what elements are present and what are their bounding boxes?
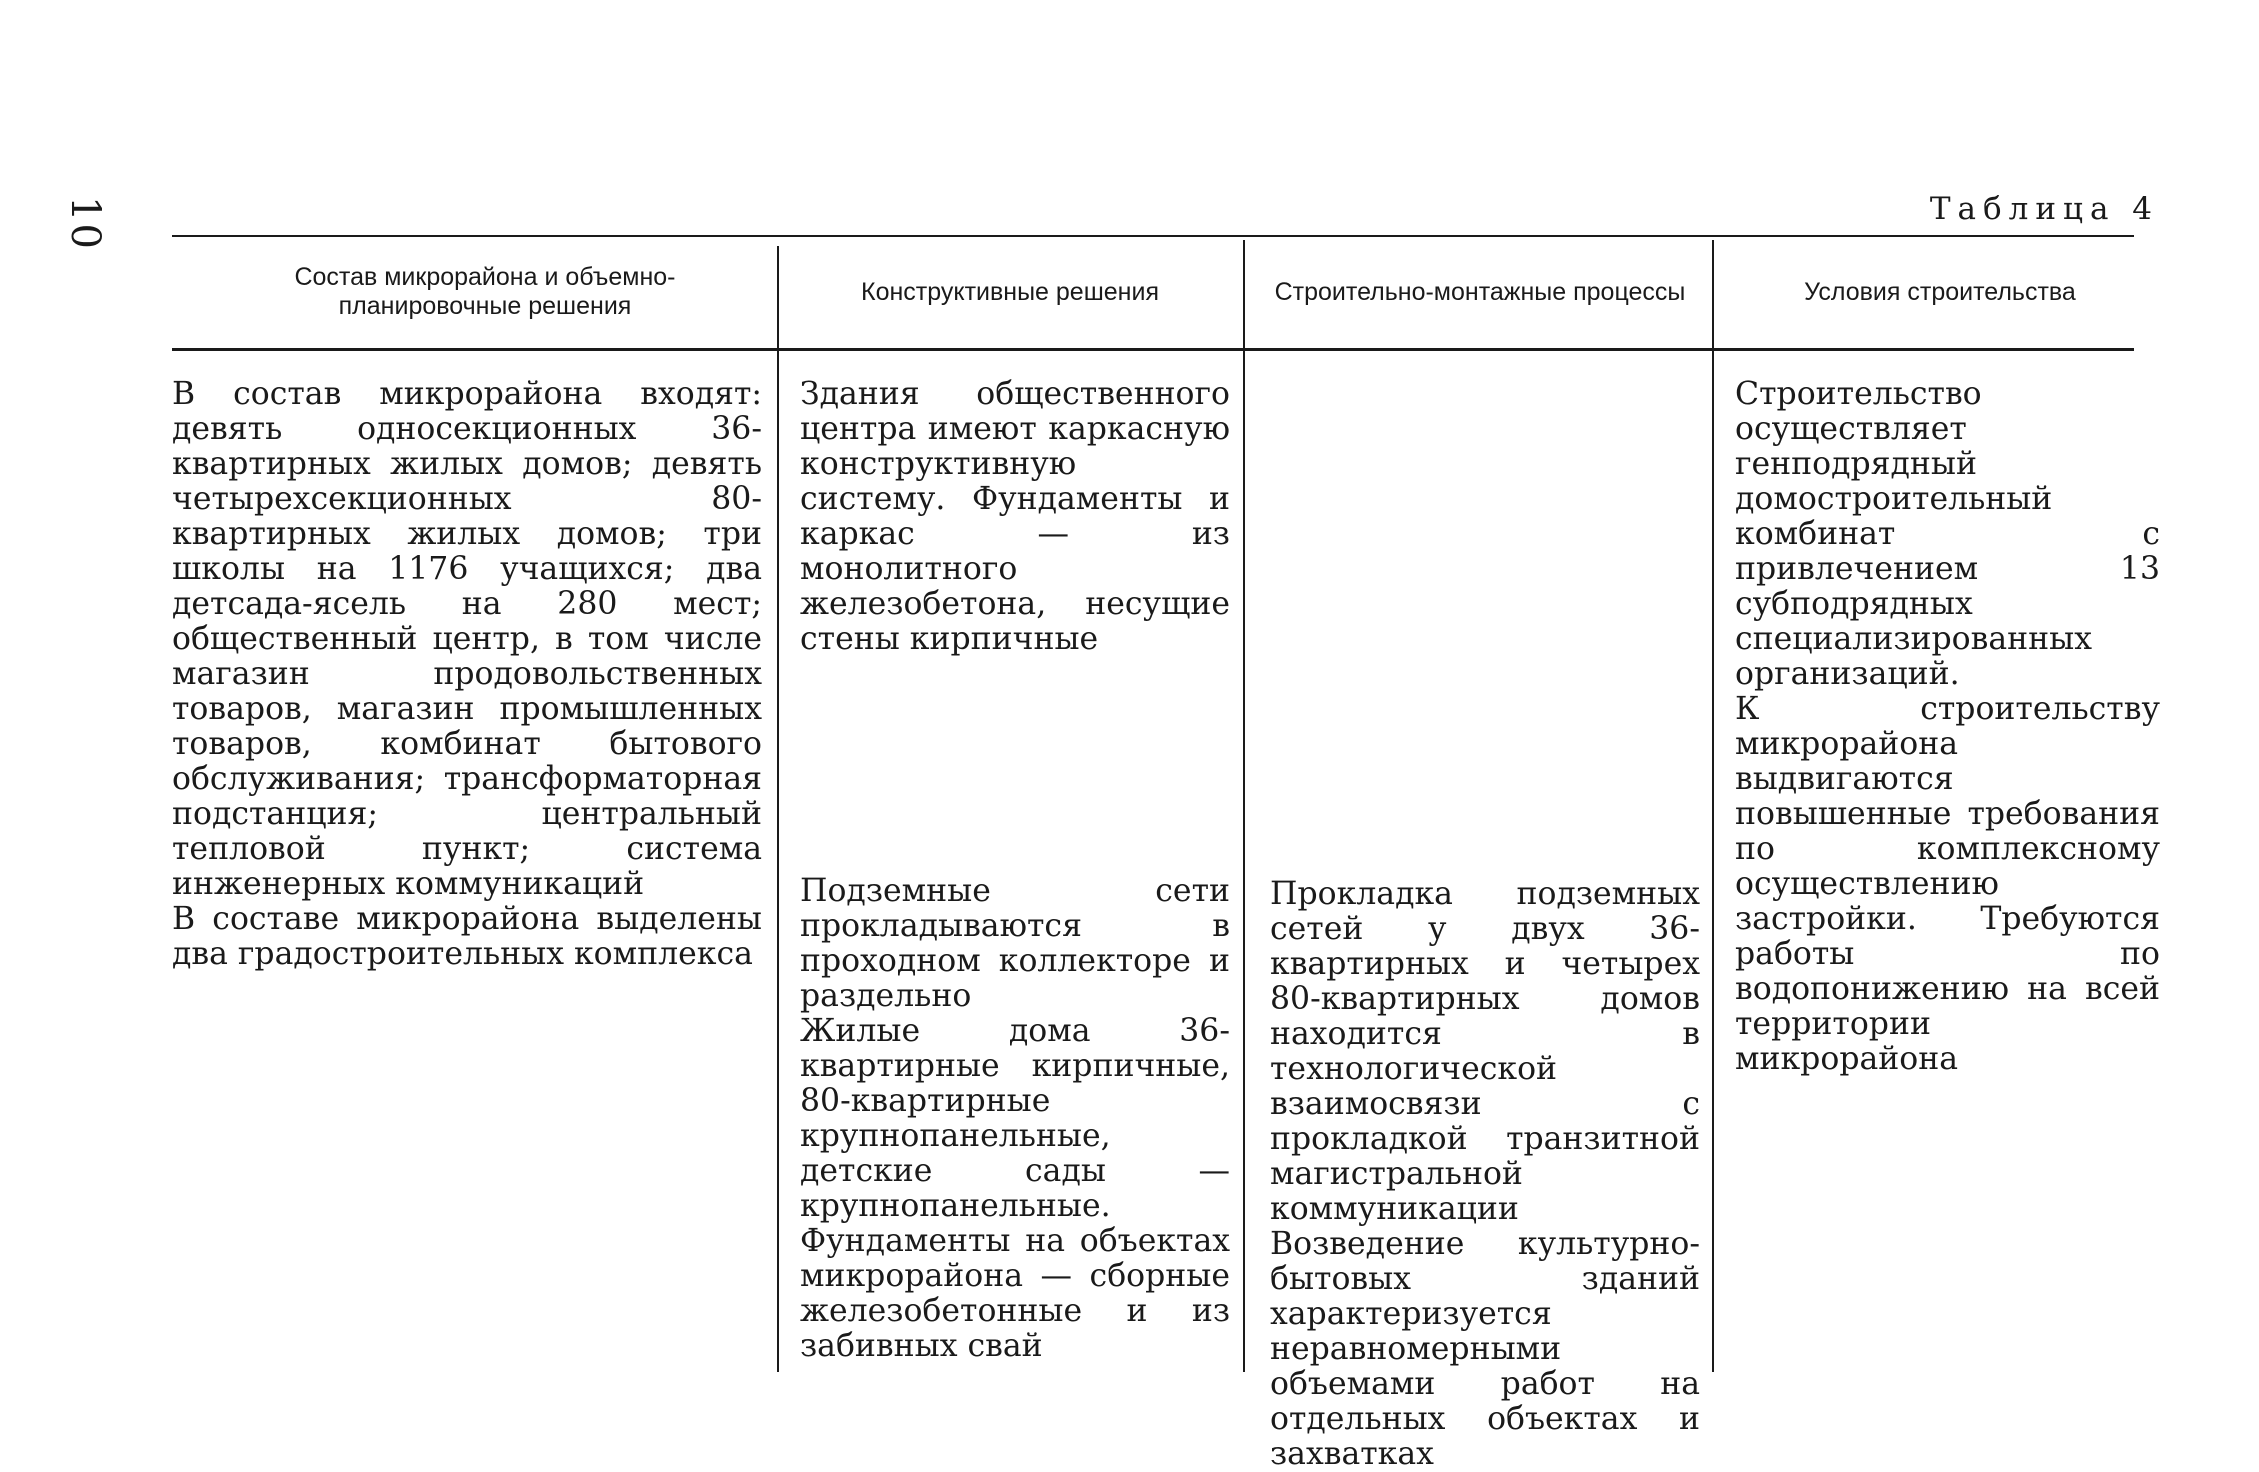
header-composition: Состав микрорайона и объемно-планировочные решения <box>294 263 676 320</box>
conditions-requirements: К строительству микрорайона выдвигаются повышенные требования по комплексному осуществлению застройки. Требуются работы по водопонижению на всей территории микрорайона <box>1735 691 2160 1077</box>
table-caption: Таблица 4 <box>1929 191 2159 227</box>
composition-paragraph: В состав микрорайона входят: девять односекционных 36-квартирных жилых домов; девять четырехсекционных 80-квартирных жилых домов; три школы на 1176 учащихся; два детсада-ясель на 280 мест; общественный центр, в том числе магазин продовольственных товаров, магазин промышленных товаров, комбинат бытового обслуживания; трансформаторная подстанция; центральный тепловой пункт; система инженерных коммуникаций <box>172 376 762 902</box>
conditions-contractor: Строительство осуществляет генподрядный домостроительный комбинат с привлечением 13 субподрядных специализированных организаций. <box>1735 376 2160 692</box>
structural-housing: Жилые дома 36-квартирные кирпичные, 80-квартирные крупнопанельные, детские сады — крупнопанельные. <box>800 1013 1230 1224</box>
processes-cultural-buildings: Возведение культурно-бытовых зданий характеризуется неравномерными объемами работ на отдельных объектах и захватках <box>1270 1226 1700 1472</box>
cell-processes <box>1270 877 1700 1472</box>
processes-networks: Прокладка подземных сетей у двух 36-квартирных и четырех 80-квартирных домов находится в технологической взаимосвязи с прокладкой транзитной магистральной коммуникации <box>1270 876 1700 1227</box>
column-divider-3 <box>1712 240 1714 1372</box>
cell-structural-upper <box>800 377 1230 657</box>
cell-conditions <box>1735 377 2160 1077</box>
structural-networks: Подземные сети прокладываются в проходном коллекторе и раздельно <box>800 873 1230 1014</box>
composition-complexes: В составе микрорайона выделены два градостроительных комплекса <box>172 901 762 972</box>
page-number: 10 <box>62 196 108 251</box>
header-bottom-rule <box>172 348 2134 351</box>
header-structural: Конструктивные решения <box>861 277 1159 306</box>
structural-foundations: Фундаменты на объектах микрорайона — сборные железобетонные и из забивных свай <box>800 1223 1230 1364</box>
cell-structural-lower <box>800 874 1230 1364</box>
column-divider-2 <box>1243 240 1245 1372</box>
header-processes: Строительно-монтажные процессы <box>1274 277 1686 306</box>
header-conditions: Условия строительства <box>1804 277 2076 306</box>
structural-public-center: Здания общественного центра имеют каркасную конструктивную систему. Фундаменты и каркас — из монолитного железобетона, несущие стены кирпичные <box>800 376 1230 657</box>
column-divider-1 <box>777 246 779 1372</box>
cell-composition <box>172 377 762 972</box>
